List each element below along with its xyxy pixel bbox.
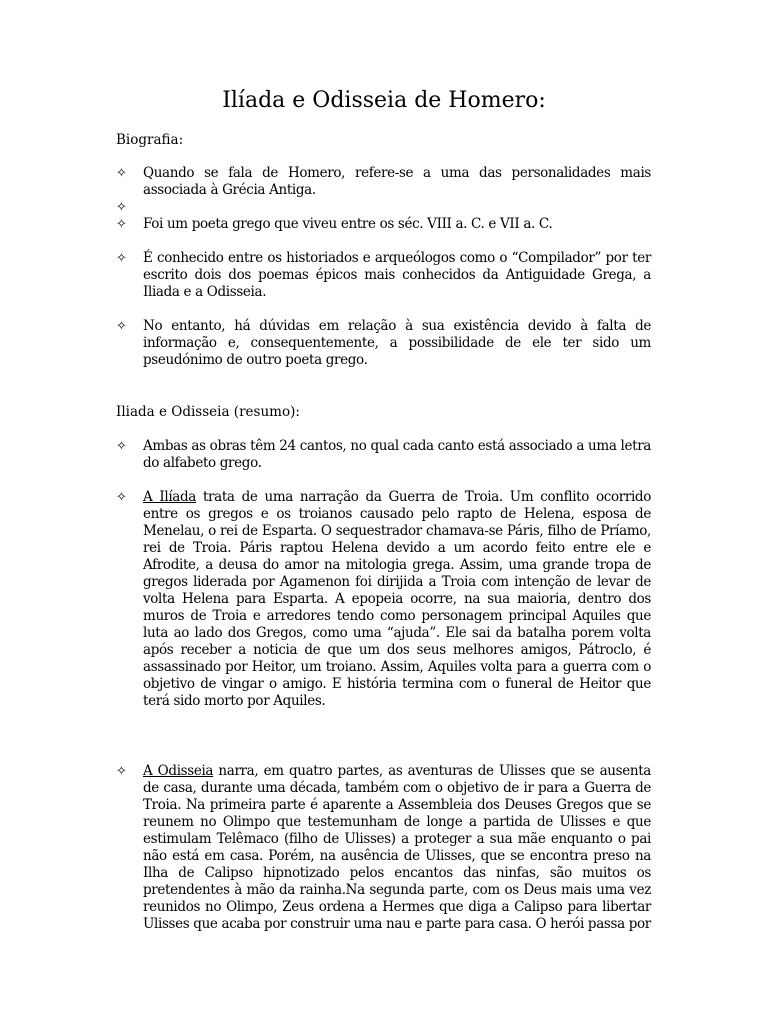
list-item bbox=[116, 165, 651, 199]
odisseia-title-link: A Odisseia bbox=[143, 763, 214, 779]
list-item-text: É conhecido entre os historiados e arqueólogos como o “Compilador” por ter escrito dois dos poemas épicos mais conhecidos da Antiguidade Grega, a Iliada e a Odisseia. bbox=[143, 250, 651, 300]
bullet-star-icon: ✧ bbox=[116, 439, 127, 454]
odisseia-summary-text: narra, em quatro partes, as aventuras de Ulisses que se ausenta de casa, durante uma década, também com o objetivo de ir para a Guerra de Troia. Na primeira parte é aparente a Assembleia dos Deuses Gregos que se reunem no Olimpo que testemunham de longe a partida de Ulisses e que estimulam Telêmaco (filho de Ulisses) a proteger a sua mãe enquanto o pai não está em casa. Porém, na ausência de Ulisses, que se encontra preso na Ilha de Calipso hipnotizado pelos encantos das ninfas, são muitos os pretendentes à mão da rainha.Na segunda parte, com os Deus mais uma vez reunidos no Olimpo, Zeus ordena a Hermes que diga a Calipso para libertar Ulisses que acaba por construir uma nau e parte para casa. O herói passa por bbox=[143, 763, 651, 932]
list-item bbox=[116, 250, 651, 301]
bullet-star-icon: ✧ bbox=[116, 490, 127, 505]
bullet-star-icon: ✧ bbox=[116, 166, 127, 181]
section-heading-resumo: Iliada e Odisseia (resumo): bbox=[116, 404, 300, 420]
list-item-text bbox=[143, 763, 651, 933]
bullet-star-icon: ✧ bbox=[116, 251, 127, 266]
bullet-star-icon: ✧ bbox=[116, 217, 127, 232]
bullet-star-icon: ✧ bbox=[116, 764, 127, 779]
list-item bbox=[116, 763, 651, 933]
list-item bbox=[116, 318, 651, 369]
list-item-text bbox=[143, 489, 651, 710]
list-item bbox=[116, 216, 651, 233]
iliada-title-link: A Ilíada bbox=[143, 489, 196, 505]
list-item bbox=[116, 438, 651, 472]
list-item-text: Foi um poeta grego que viveu entre os séc. VIII a. C. e VII a. C. bbox=[143, 216, 553, 232]
bullet-star-icon: ✧ bbox=[116, 319, 127, 334]
section-heading-biografia: Biografia: bbox=[116, 132, 184, 148]
list-item-text: Quando se fala de Homero, refere-se a uma das personalidades mais associada à Grécia Antiga. bbox=[143, 165, 651, 198]
list-item-text: No entanto, há dúvidas em relação à sua existência devido à falta de informação e, consequentemente, a possibilidade de ele ter sido um pseudónimo de outro poeta grego. bbox=[143, 318, 651, 368]
list-item bbox=[116, 489, 651, 710]
page-title: Ilíada e Odisseia de Homero: bbox=[222, 88, 546, 113]
iliada-summary-text: trata de uma narração da Guerra de Troia. Um conflito ocorrido entre os gregos e os troianos causado pelo rapto de Helena, esposa de Menelau, o rei de Esparta. O sequestrador chamava-se Páris, filho de Príamo, rei de Troia. Páris raptou Helena devido a um acordo feito entre ele e Afrodite, a deusa do amor na mitologia grega. Assim, uma grande tropa de gregos liderada por Agamenon foi dirijida a Troia com intenção de levar de volta Helena para Esparta. A epopeia ocorre, na sua maioria, dentro dos muros de Troia e arredores tendo como personagem principal Aquiles que luta ao lado dos Gregos, como uma “ajuda”. Ele sai da batalha porem volta após receber a noticia de que um dos seus melhores amigos, Pátroclo, é assassinado por Heitor, um troiano. Assim, Aquiles volta para a guerra com o objetivo de vingar o amigo. E história termina com o funeral de Heitor que terá sido morto por Aquiles. bbox=[143, 489, 651, 709]
bullet-star-icon: ✧ bbox=[116, 200, 127, 215]
list-item-text: Ambas as obras têm 24 cantos, no qual cada canto está associado a uma letra do alfabeto grego. bbox=[143, 438, 651, 471]
